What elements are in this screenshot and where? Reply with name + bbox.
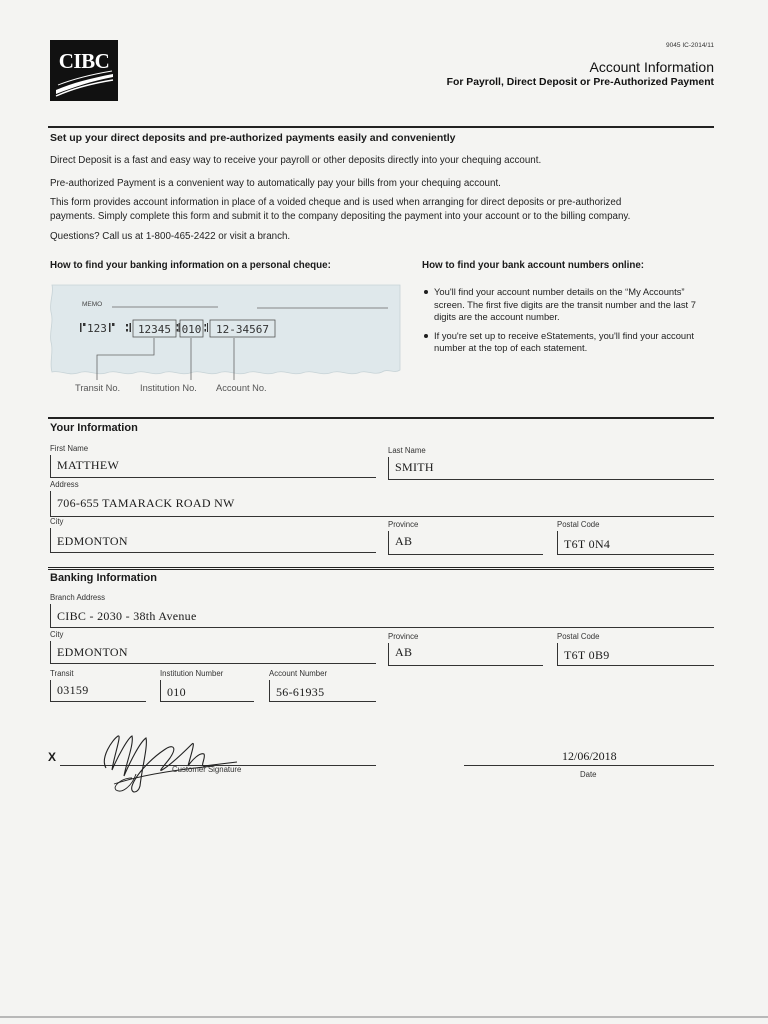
first-name-label: First Name [50, 444, 89, 453]
your-information-heading: Your Information [50, 421, 138, 434]
postal-code-field [557, 531, 714, 555]
branch-address-label: Branch Address [50, 593, 106, 602]
last-name-value: SMITH [395, 460, 434, 474]
postal-code-value: T6T 0N4 [564, 537, 611, 551]
branch-province-label: Province [388, 632, 419, 641]
province-label: Province [388, 520, 419, 529]
banking-information-divider-2 [48, 569, 714, 570]
signature-x-mark: X [48, 750, 57, 764]
first-name-field [50, 455, 376, 478]
branch-postal-code-label: Postal Code [557, 632, 600, 641]
transit-field [50, 680, 146, 702]
micr-account: 12-34567 [216, 323, 269, 336]
branch-province-field [388, 643, 543, 666]
customer-signature-image [92, 728, 242, 796]
bullet-icon [424, 334, 428, 338]
header-divider [48, 126, 714, 128]
bullet-text: If you're set up to receive eStatements, you'll find your account number at the top of each statement. [434, 329, 694, 354]
postal-code-label: Postal Code [557, 520, 600, 529]
transit-value: 03159 [57, 683, 89, 697]
branch-city-field [50, 641, 376, 664]
address-label: Address [50, 480, 79, 489]
micr-institution: 010 [181, 323, 202, 336]
bullet-text: You'll find your account number details on the “My Accounts” screen. The first five digits are the transit number and the last 7 digits are the account number. [434, 286, 696, 323]
sample-cheque [48, 282, 402, 396]
province-value: AB [395, 534, 413, 548]
address-value: 706-655 TAMARACK ROAD NW [57, 496, 235, 510]
online-help-list [422, 286, 706, 361]
intro-direct-deposit: Direct Deposit is a fast and easy way to receive your payroll or other deposits directly into your chequing account. [50, 155, 542, 166]
city-value: EDMONTON [57, 534, 128, 548]
institution-no-label: Institution No. [140, 383, 197, 393]
intro-form-purpose-line-2: payments. Simply complete this form and submit it to the company depositing the payment into your account or to the billing company. [50, 211, 631, 222]
logo-text: CIBC [58, 49, 110, 73]
form-code: 9045 IC-2014/11 [666, 42, 714, 49]
account-no-label: Account No. [216, 383, 267, 393]
online-help-heading: How to find your bank account numbers online: [422, 260, 645, 271]
branch-city-label: City [50, 630, 64, 639]
branch-postal-code-value: T6T 0B9 [564, 648, 610, 662]
cheque-help-heading: How to find your banking information on a personal cheque: [50, 260, 331, 271]
page-subtitle: For Payroll, Direct Deposit or Pre-Authorized Payment [446, 76, 714, 88]
city-label: City [50, 517, 64, 526]
date-label: Date [580, 770, 597, 779]
intro-pre-authorized: Pre-authorized Payment is a convenient way to automatically pay your bills from your chequing account. [50, 178, 501, 189]
micr-transit: 12345 [137, 323, 172, 336]
address-field [50, 491, 714, 517]
cibc-logo [50, 40, 118, 101]
branch-province-value: AB [395, 645, 413, 659]
intro-form-purpose-line-1: This form provides account information in place of a voided cheque and is used when arranging for direct deposits or pre-authorized [50, 197, 622, 208]
transit-label: Transit [50, 669, 74, 678]
micr-cheque-number: 123 [87, 322, 107, 335]
institution-number-field [160, 680, 254, 702]
customer-signature-label: Customer Signature [172, 765, 242, 774]
banking-information-heading: Banking Information [50, 572, 157, 584]
intro-questions: Questions? Call us at 1-800-465-2422 or visit a branch. [50, 231, 291, 242]
banking-information-divider [48, 567, 714, 568]
date-value: 12/06/2018 [562, 749, 617, 763]
first-name-value: MATTHEW [57, 458, 120, 472]
last-name-field [388, 457, 714, 480]
date-line [464, 765, 714, 766]
branch-postal-code-field [557, 643, 714, 666]
memo-label: MEMO [82, 301, 103, 308]
list-item [422, 286, 706, 324]
account-number-value: 56-61935 [276, 685, 325, 699]
transit-no-label: Transit No. [75, 383, 121, 393]
institution-number-label: Institution Number [160, 669, 224, 678]
page-title: Account Information [589, 59, 714, 75]
scan-edge [0, 1016, 768, 1018]
bullet-icon [424, 290, 428, 294]
branch-city-value: EDMONTON [57, 645, 128, 659]
your-information-divider [48, 417, 714, 419]
province-field [388, 531, 543, 555]
account-number-field [269, 680, 376, 702]
institution-number-value: 010 [167, 685, 186, 699]
city-field [50, 528, 376, 553]
last-name-label: Last Name [388, 446, 426, 455]
account-number-label: Account Number [269, 669, 328, 678]
branch-address-field [50, 604, 714, 628]
intro-heading: Set up your direct deposits and pre-authorized payments easily and conveniently [50, 131, 456, 144]
list-item [422, 330, 706, 355]
branch-address-value: CIBC - 2030 - 38th Avenue [57, 609, 197, 623]
